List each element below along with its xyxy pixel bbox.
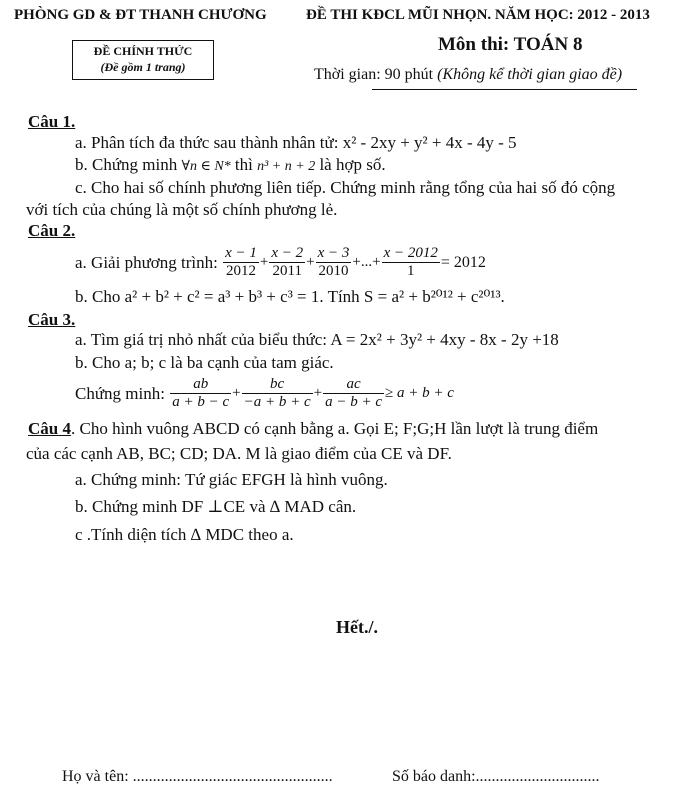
time-info [314, 66, 622, 84]
q2-fraction-1: $\frac{x - 1}{2012}$ [225, 245, 257, 279]
q1-b-condition: ∀n ∈ N* [181, 159, 231, 174]
q2-fraction-4: $\frac{x - 2012}{1}$ [383, 245, 438, 279]
official-stamp [72, 40, 214, 80]
q4-a: a. Chứng minh: Tứ giác EFGH là hình vuông. [75, 470, 388, 489]
q2-result: = 2012 [440, 253, 486, 271]
candidate-number-field: Số báo danh:............................... [392, 768, 600, 785]
q4-line1: Câu 4. Cho hình vuông ABCD có cạnh bằng a. Gọi E; F;G;H lần lượt là trung điểm [28, 419, 599, 438]
q1-a: a. Phân tích đa thức sau thành nhân tử: x² - 2xy + y² + 4x - 4y - 5 [75, 133, 517, 152]
q1-b-expression: n³ + n + 2 [257, 159, 316, 174]
q1-c-line2: với tích của chúng là một số chính phương lẻ. [26, 200, 338, 219]
q2-fraction-3: $\frac{x - 3}{2010}$ [317, 245, 350, 279]
q3-result: ≥ a + b + c [385, 385, 454, 401]
q3-b: b. Cho a; b; c là ba cạnh của tam giác. [75, 353, 334, 372]
q2-a-equation: a. Giải phương trình: $\frac{x - 1}{2012}$ + $\frac{x - 2}{2011}$ + $\frac{x - 3}{2010}$ +...+ $\frac{x - 2012}{1}$ = 2012 [75, 245, 486, 279]
q1-title: Câu 1. [28, 112, 76, 131]
q4-c: c .Tính diện tích ∆ MDC theo a. [75, 525, 294, 544]
time-note: (Không kể thời gian giao đề) [437, 66, 623, 83]
q1-b: b. Chứng minh ∀n ∈ N* thì n³ + n + 2 là hợp số. [75, 155, 386, 174]
q3-fraction-1: $\frac{ab}{a + b - c}$ [172, 376, 230, 410]
q4-b: b. Chứng minh DF ⊥CE và ∆ MAD cân. [75, 497, 357, 516]
q4-line2: của các cạnh AB, BC; CD; DA. M là giao điểm của CE và DF. [26, 444, 452, 463]
student-name-field: Họ và tên: .................................................. [62, 768, 333, 785]
q1-c-line1: c. Cho hai số chính phương liên tiếp. Chứng minh rằng tổng của hai số đó cộng [75, 178, 616, 197]
exam-title: ĐỀ THI KĐCL MŨI NHỌN. NĂM HỌC: 2012 - 2013 [306, 7, 650, 23]
subject-title: Môn thi: TOÁN 8 [438, 34, 583, 55]
q2-title: Câu 2. [28, 221, 76, 240]
q3-fraction-3: $\frac{ac}{a - b + c}$ [325, 376, 383, 410]
official-label: ĐỀ CHÍNH THỨC [93, 44, 193, 58]
department-title: PHÒNG GD & ĐT THANH CHƯƠNG [14, 7, 267, 23]
q1-a-expression: x² - 2xy + y² + 4x - 4y - 5 [342, 133, 517, 152]
q2-b: b. Cho a² + b² + c² = a³ + b³ + c³ = 1. Tính S = a² + b²⁰¹² + c²⁰¹³. [75, 287, 505, 306]
time-label: Thời gian: 90 phút [314, 66, 434, 83]
q3-title: Câu 3. [28, 310, 76, 329]
end-marker: Hết./. [336, 617, 378, 637]
q3-a: a. Tìm giá trị nhỏ nhất của biểu thức: A = 2x² + 3y² + 4xy - 8x - 2y +18 [75, 330, 559, 349]
q3-fraction-2: $\frac{bc}{-a + b + c}$ [243, 376, 311, 410]
header-rule [372, 89, 637, 90]
pages-note: (Đề gồm 1 trang) [100, 60, 186, 74]
q2-fraction-2: $\frac{x - 2}{2011}$ [271, 245, 304, 279]
q4-title: Câu 4 [28, 419, 71, 438]
q3-inequality: Chứng minh: $\frac{ab}{a + b - c}$ + $\frac{bc}{-a + b + c}$ + $\frac{ac}{a - b + c}$ ≥ a + b + c [75, 376, 454, 410]
